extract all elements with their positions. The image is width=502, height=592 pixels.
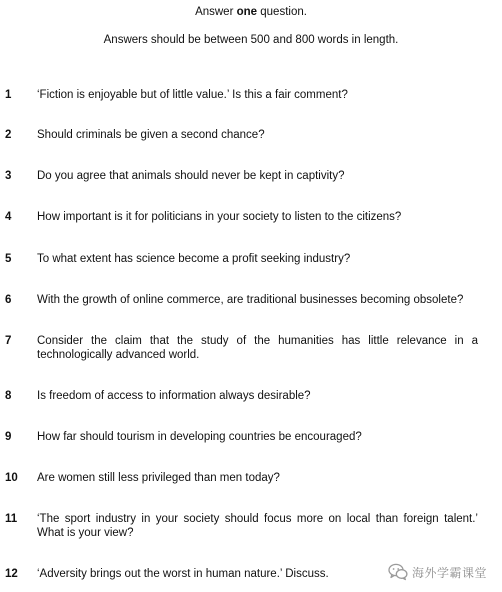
question-number: 9 [5,431,12,443]
instruction-answer-one [0,5,502,19]
wechat-icon [388,563,408,581]
question-text: Do you agree that animals should never be kept in captivity? [37,170,345,182]
question-text: Should criminals be given a second chance? [37,129,265,141]
watermark [384,560,491,584]
question-text: How far should tourism in developing countries be encouraged? [37,431,362,443]
question-number: 5 [5,253,12,265]
question-text: To what extent has science become a profit seeking industry? [37,253,351,265]
question-text: ‘Adversity brings out the worst in human nature.’ Discuss. [37,568,329,580]
question-text: How important is it for politicians in your society to listen to the citizens? [37,211,402,223]
instruction-bold-one: one [236,6,258,18]
question-number: 7 [5,335,12,347]
watermark-text: 海外学霸课堂 [412,565,488,580]
question-number: 2 [5,129,12,141]
question-number: 3 [5,170,12,182]
question-text: Are women still less privileged than men today? [37,472,280,484]
question-text: ‘Fiction is enjoyable but of little value.’ Is this a fair comment? [37,89,348,101]
question-number: 6 [5,294,12,306]
instruction-word-count: Answers should be between 500 and 800 words in length. [103,34,399,46]
question-text: ‘The sport industry in your society should focus more on local than foreign talent.’ What is your view? [37,513,478,539]
question-number: 10 [5,472,18,484]
instruction-prefix: Answer [195,6,237,18]
question-text: Consider the claim that the study of the humanities has little relevance in a technologically advanced world. [37,335,478,361]
question-number: 12 [5,568,18,580]
question-text: Is freedom of access to information always desirable? [37,390,311,402]
question-text: With the growth of online commerce, are traditional businesses becoming obsolete? [37,294,464,306]
instruction-suffix: question. [257,6,307,18]
question-number: 11 [5,513,18,525]
question-number: 4 [5,211,12,223]
question-number: 8 [5,390,12,402]
question-number: 1 [5,89,12,101]
